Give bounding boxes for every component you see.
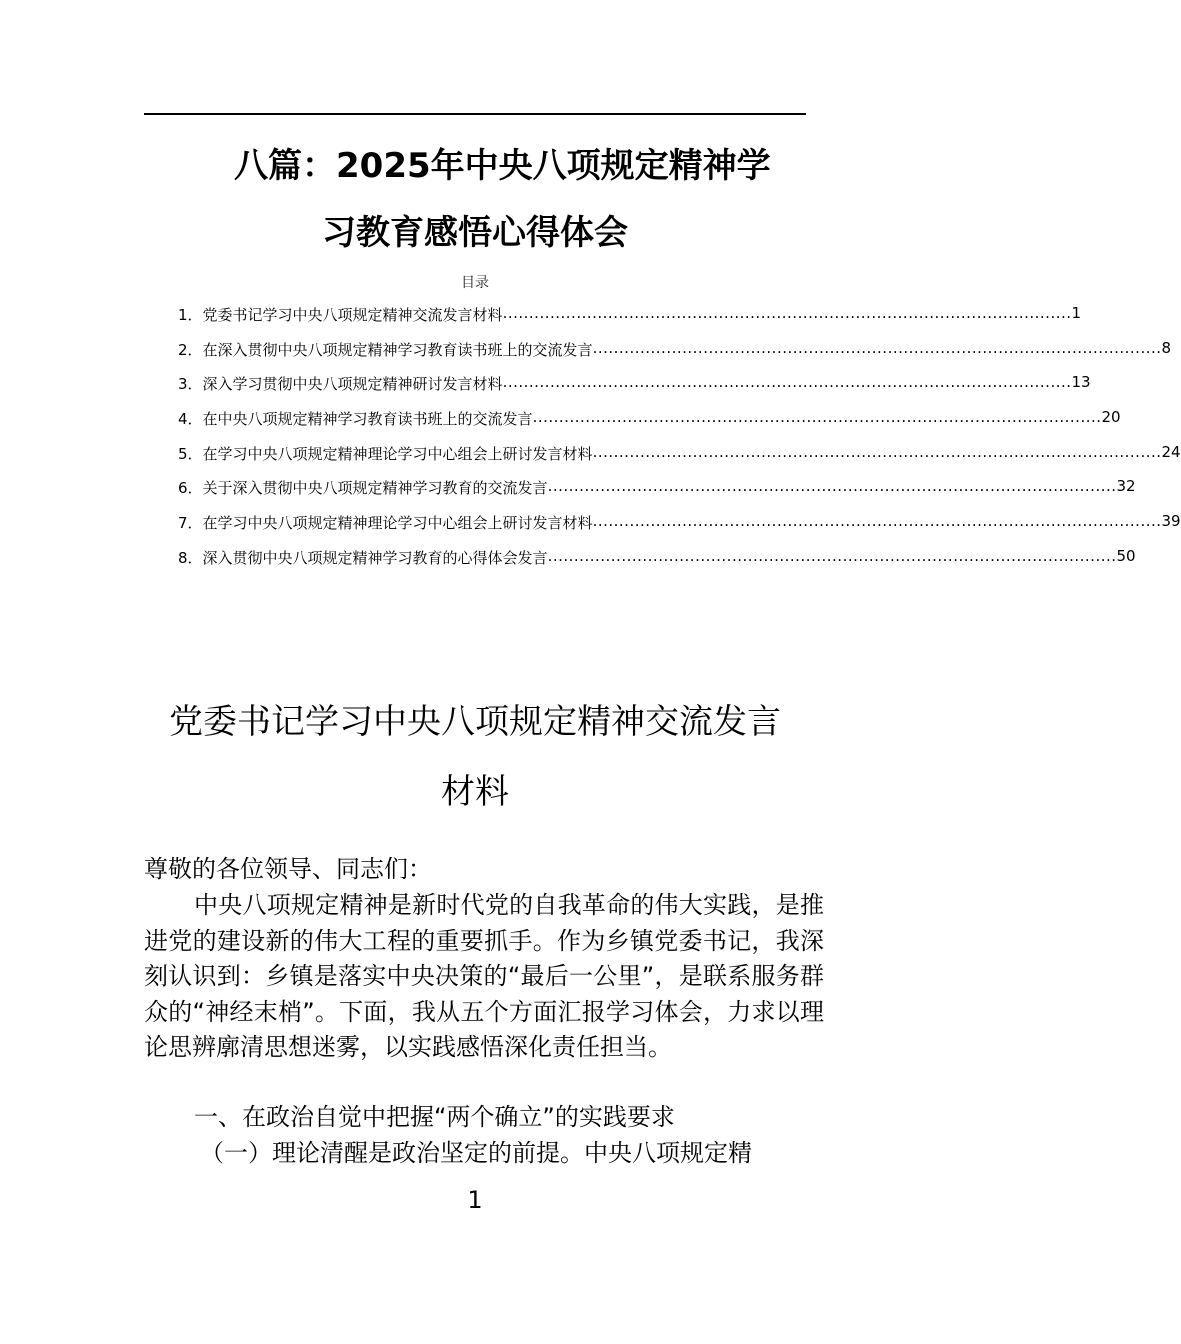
toc-leader-dots: ............................................................................................................	[592, 338, 1162, 357]
section-title-line1: 党委书记学习中央八项规定精神交流发言	[169, 702, 781, 742]
document-title-line1: 八篇：2025年中央八项规定精神学	[234, 146, 771, 186]
toc-item[interactable]	[178, 338, 1172, 374]
toc-item-text: 在学习中央八项规定精神理论学习中心组会上研讨发言材料	[202, 514, 593, 533]
top-rule	[144, 113, 806, 115]
toc-item-number: 1．	[178, 306, 203, 324]
toc-leader-dots: ............................................................................................................	[592, 442, 1162, 461]
toc-item-number: 5．	[178, 444, 203, 463]
toc-item-number: 6．	[178, 479, 203, 498]
toc-item-text: 在深入贯彻中央八项规定精神学习教育读书班上的交流发言	[202, 340, 593, 359]
toc-leader-dots: ............................................................................................................	[592, 512, 1162, 531]
toc-item-text: 党委书记学习中央八项规定精神交流发言材料	[202, 306, 503, 324]
toc-item-page: 1	[1071, 304, 1082, 322]
toc-item-text: 在学习中央八项规定精神理论学习中心组会上研讨发言材料	[202, 444, 593, 463]
toc-item-page: 39	[1161, 512, 1181, 531]
toc-item-page: 13	[1071, 373, 1091, 392]
toc-item-number: 2．	[178, 340, 203, 359]
section-title-line2: 材料	[441, 772, 509, 812]
toc-leader-dots: ............................................................................................................	[532, 408, 1102, 427]
toc-item[interactable]	[178, 477, 1136, 512]
page-number: 1	[467, 1186, 483, 1214]
toc-heading: 目录	[461, 275, 489, 291]
toc-item-page: 32	[1116, 477, 1136, 496]
toc-item[interactable]	[178, 408, 1121, 443]
toc-item[interactable]	[178, 304, 1082, 339]
toc-item[interactable]	[178, 546, 1136, 582]
toc-item-number: 3．	[178, 375, 203, 394]
toc-item-text: 深入学习贯彻中央八项规定精神研讨发言材料	[202, 375, 503, 394]
toc-item-page: 8	[1161, 338, 1172, 357]
toc-leader-dots: ............................................................................................................	[547, 546, 1117, 565]
toc-item-text: 在中央八项规定精神学习教育读书班上的交流发言	[202, 410, 533, 429]
table-of-contents	[178, 304, 1181, 582]
toc-item-page: 20	[1101, 408, 1121, 427]
section-heading: 一、在政治自觉中把握“两个确立”的实践要求	[194, 1103, 675, 1131]
toc-item-number: 8．	[178, 548, 203, 567]
greeting: 尊敬的各位领导、同志们：	[144, 855, 432, 883]
toc-leader-dots: ............................................................................................................	[547, 477, 1117, 496]
toc-item-number: 7．	[178, 514, 203, 533]
toc-item-text: 关于深入贯彻中央八项规定精神学习教育的交流发言	[202, 479, 548, 498]
toc-item[interactable]	[178, 373, 1091, 408]
body-paragraph: 中央八项规定精神是新时代党的自我革命的伟大实践，是推进党的建设新的伟大工程的重要抓手。作为乡镇党委书记，我深刻认识到：乡镇是落实中央决策的“最后一公里”，是联系服务群众的“神经末梢”。下面，我从五个方面汇报学习体会，力求以理论思辨廓清思想迷雾，以实践感悟深化责任担当。	[144, 891, 824, 1061]
toc-item-page: 50	[1116, 546, 1136, 565]
toc-item[interactable]	[178, 442, 1181, 478]
toc-item-number: 4．	[178, 410, 203, 429]
toc-leader-dots: ............................................................................................................	[502, 304, 1072, 322]
toc-leader-dots: ............................................................................................................	[502, 373, 1072, 392]
toc-item-text: 深入贯彻中央八项规定精神学习教育的心得体会发言	[202, 548, 548, 567]
document-title-line2: 习教育感悟心得体会	[322, 213, 628, 253]
subsection-heading: （一）理论清醒是政治坚定的前提。中央八项规定精	[200, 1139, 752, 1167]
toc-item-page: 24	[1161, 442, 1181, 461]
toc-item[interactable]	[178, 512, 1181, 547]
